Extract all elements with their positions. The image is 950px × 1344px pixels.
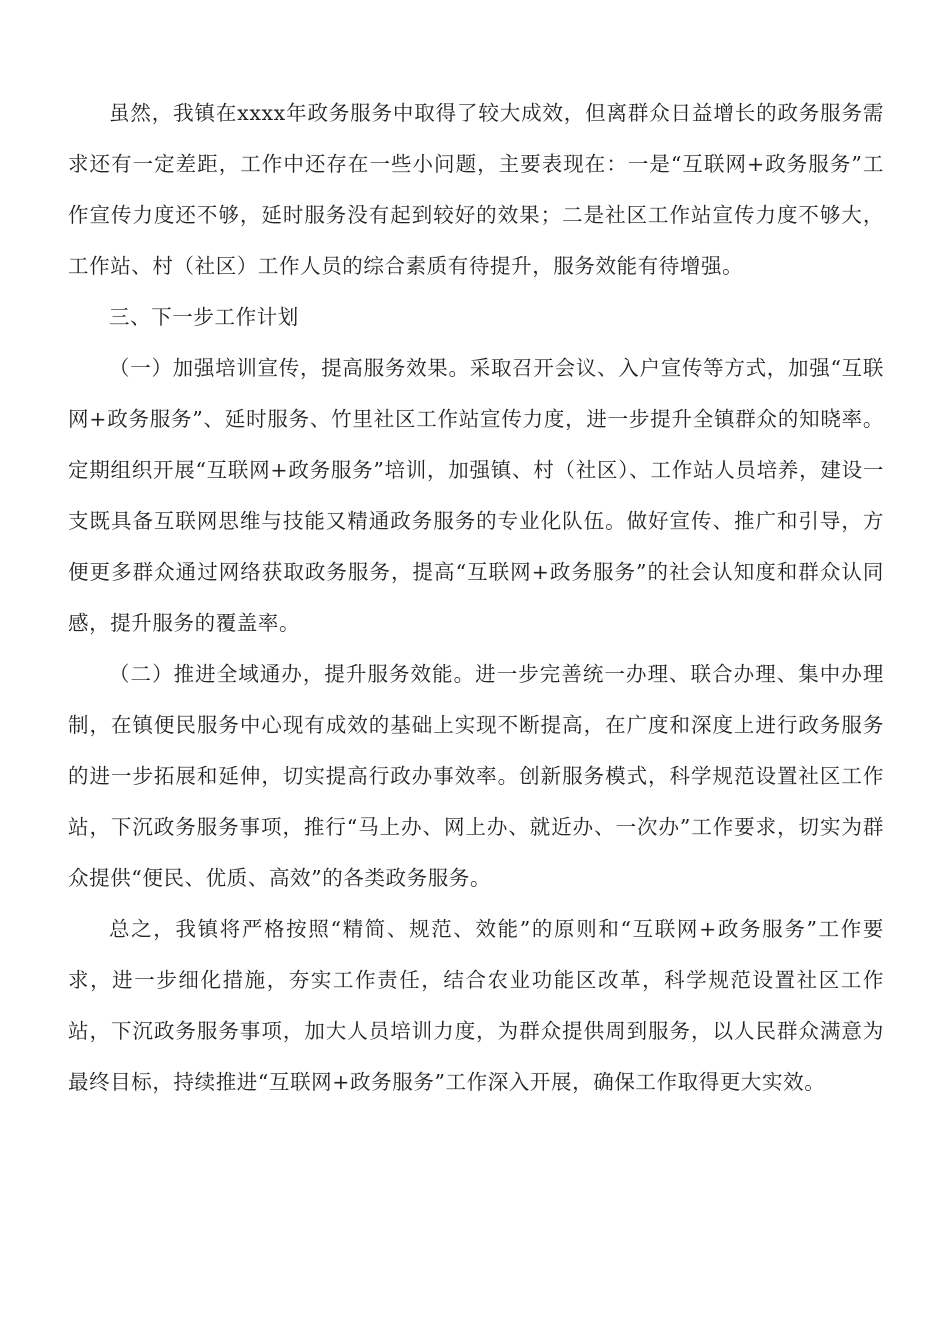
paragraph-problems: 虽然，我镇在xxxx年政务服务中取得了较大成效，但离群众日益增长的政务服务需求还有一定差距，工作中还存在一些小问题，主要表现在：一是“互联网+政务服务”工作宣传力度还不够，延时服务没有起到较好的效果；二是社区工作站宣传力度不够大，工作站、村（社区）工作人员的综合素质有待提升，服务效能有待增强。 — [68, 101, 884, 278]
paragraph-conclusion: 总之，我镇将严格按照“精简、规范、效能”的原则和“互联网+政务服务”工作要求，进一步细化措施，夯实工作责任，结合农业功能区改革，科学规范设置社区工作站，下沉政务服务事项，加大人员培训力度，为群众提供周到服务，以人民群众满意为最终目标，持续推进“互联网+政务服务”工作深入开展，确保工作取得更大实效。 — [68, 917, 884, 1094]
section-heading-next-steps: 三、下一步工作计划 — [109, 305, 299, 329]
document-body — [68, 88, 884, 1108]
paragraph-full-area-service: （二）推进全域通办，提升服务效能。进一步完善统一办理、联合办理、集中办理制，在镇便民服务中心现有成效的基础上实现不断提高，在广度和深度上进行政务服务的进一步拓展和延伸，切实提高行政办事效率。创新服务模式，科学规范设置社区工作站，下沉政务服务事项，推行“马上办、网上办、就近办、一次办”工作要求，切实为群众提供“便民、优质、高效”的各类政务服务。 — [68, 662, 884, 890]
paragraph-training-publicity: （一）加强培训宣传，提高服务效果。采取召开会议、入户宣传等方式，加强“互联网+政务服务”、延时服务、竹里社区工作站宣传力度，进一步提升全镇群众的知晓率。定期组织开展“互联网+政务服务”培训，加强镇、村（社区）、工作站人员培养，建设一支既具备互联网思维与技能又精通政务服务的专业化队伍。做好宣传、推广和引导，方便更多群众通过网络获取政务服务，提高“互联网+政务服务”的社会认知度和群众认同感，提升服务的覆盖率。 — [68, 356, 884, 635]
